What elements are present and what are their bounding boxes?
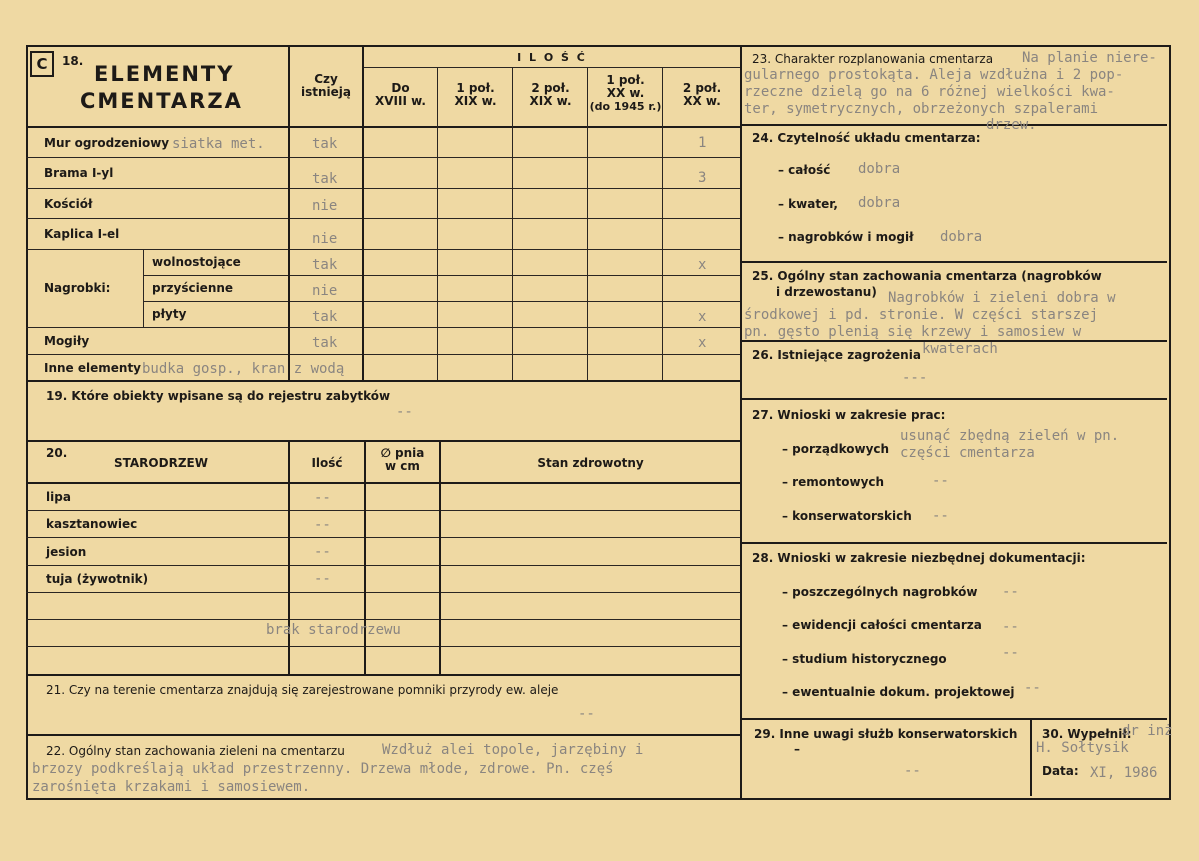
row-exists: nie: [312, 231, 338, 247]
s21-value: --: [578, 706, 595, 722]
s24-value: dobra: [858, 195, 901, 211]
s29-dash: –: [794, 742, 800, 756]
s27-label: 27. Wnioski w zakresie prac:: [752, 408, 946, 422]
s24-value: dobra: [940, 229, 983, 245]
s27-item: – konserwatorskich: [782, 509, 912, 523]
row-exists: tak: [312, 335, 338, 351]
s24-item: – całość: [778, 163, 831, 177]
col-exists-header: Czy istnieją: [301, 72, 351, 99]
s19-label: 19. Które obiekty wpisane są do rejestru zabytków: [46, 389, 391, 403]
nagrobki-row-label: wolnostojące: [152, 255, 241, 269]
s20-col-pien: ∅ pnia w cm: [380, 446, 425, 473]
row-label: Kościół: [44, 197, 93, 211]
tree-name: tuja (żywotnik): [46, 572, 149, 586]
s30-filler: dr inż: [1122, 723, 1173, 739]
s23-line: drzew.: [986, 117, 1037, 133]
inne-value: budka gosp., kran z wodą: [142, 361, 345, 377]
s24-item: – nagrobków i mogił: [778, 230, 914, 244]
tree-qty: --: [314, 571, 331, 587]
row-value: x: [698, 335, 707, 351]
tree-name: lipa: [46, 490, 71, 504]
s27-item: – remontowych: [782, 475, 885, 489]
s28-value: --: [1024, 680, 1041, 696]
row-value: x: [698, 309, 707, 325]
s28-value: --: [1002, 619, 1019, 635]
mogily-label: Mogiły: [44, 334, 90, 348]
s20-title: STARODRZEW: [114, 456, 208, 470]
s20-number: 20.: [46, 446, 68, 460]
s23-line: Na planie niere-: [1022, 50, 1157, 66]
s18-number: 18.: [62, 54, 84, 68]
s27-item: – porządkowych: [782, 442, 890, 456]
s25-line: Nagrobków i zieleni dobra w: [888, 290, 1116, 306]
s24-label: 24. Czytelność układu cmentarza:: [752, 131, 981, 145]
period-header: 1 poł. XIX w.: [454, 81, 497, 108]
s20-col-stan: Stan zdrowotny: [537, 456, 644, 470]
nagrobki-row-label: przyścienne: [152, 281, 234, 295]
row-exists: nie: [312, 198, 338, 214]
row-value: x: [698, 257, 707, 273]
row-value: 3: [698, 170, 707, 186]
s20-note: brak starodrzewu: [266, 622, 401, 638]
s28-item: – poszczególnych nagrobków: [782, 585, 978, 599]
s30-date-label: Data:: [1042, 764, 1079, 778]
row-exists: tak: [312, 171, 338, 187]
s30-filler: H. Sołtysik: [1036, 740, 1129, 756]
s29-label: 29. Inne uwagi służb konserwatorskich: [754, 727, 1018, 741]
row-exists: tak: [312, 136, 338, 152]
s19-value: --: [396, 404, 413, 420]
s25-label: 25. Ogólny stan zachowania cmentarza (nagrobków: [752, 269, 1102, 283]
s22-line: brzozy podkreślają układ przestrzenny. Drzewa młode, zdrowe. Pn. częś: [32, 761, 614, 777]
s26-label: 26. Istniejące zagrożenia: [752, 348, 921, 362]
s18-title-line2: CMENTARZA: [80, 89, 243, 113]
s29-value: --: [904, 763, 921, 779]
s30-label: 30. Wypełnił:: [1042, 727, 1132, 741]
s23-line: gularnego prostokąta. Aleja wzdłużna i 2 pop-: [744, 67, 1124, 83]
row-exists: tak: [312, 309, 338, 325]
s22-line: zarośnięta krzakami i samosiewem.: [32, 779, 311, 795]
period-header: 2 poł. XIX w.: [529, 81, 572, 108]
s25-line: pn. gęsto plenią się krzewy i samosiew w: [744, 324, 1082, 340]
period-header: Do XVIII w.: [375, 81, 426, 108]
s20-col-ilosc: Ilość: [311, 456, 343, 470]
center-divider: [740, 45, 742, 798]
s18-title-line1: ELEMENTY: [94, 62, 235, 86]
row-label: Brama I-yl: [44, 166, 114, 180]
col-ilosc-header: I L O Ś Ć: [517, 51, 587, 64]
s27-value: usunąć zbędną zieleń w pn. części cmentarza: [900, 428, 1120, 461]
s30-date: XI, 1986: [1090, 765, 1158, 781]
s23-line: ter, symetrycznych, obrzeżonych szpalerami: [744, 101, 1099, 117]
s28-item: – studium historycznego: [782, 652, 947, 666]
row-exists: nie: [312, 283, 338, 299]
nagrobki-label: Nagrobki:: [44, 281, 111, 295]
s28-item: – ewidencji całości cmentarza: [782, 618, 982, 632]
tree-name: kasztanowiec: [46, 517, 138, 531]
s28-label: 28. Wnioski w zakresie niezbędnej dokumentacji:: [752, 551, 1086, 565]
s22-line: Wzdłuż alei topole, jarzębiny i: [382, 742, 644, 758]
s28-value: --: [1002, 645, 1019, 661]
row-label: Mur ogrodzeniowy: [44, 136, 170, 150]
row-value: 1: [698, 135, 707, 151]
s24-value: dobra: [858, 161, 901, 177]
s25-label: i drzewostanu): [776, 285, 877, 299]
s26-value: ---: [902, 370, 928, 386]
s25-line: środkowej i pd. stronie. W części starszej: [744, 307, 1099, 323]
s28-value: --: [1002, 584, 1019, 600]
tree-name: jesion: [46, 545, 87, 559]
period-header: 1 poł. XX w. (do 1945 r.): [589, 73, 662, 113]
s28-item: – ewentualnie dokum. projektowej: [782, 685, 1015, 699]
s23-line: rzeczne dzielą go na 6 różnej wielkości kwa-: [744, 84, 1115, 100]
s25-line: kwaterach: [922, 341, 998, 357]
tree-qty: --: [314, 490, 331, 506]
s27-value: --: [932, 473, 949, 489]
s22-label: 22. Ogólny stan zachowania zieleni na cmentarzu: [46, 744, 345, 758]
inne-label: Inne elementy: [44, 361, 142, 375]
s24-item: – kwater,: [778, 197, 838, 211]
section-letter-box: C: [30, 51, 54, 77]
period-header: 2 poł. XX w.: [682, 81, 722, 108]
tree-qty: --: [314, 517, 331, 533]
row-note: siatka met.: [172, 136, 265, 152]
s27-value: --: [932, 508, 949, 524]
row-label: Kaplica I-el: [44, 227, 120, 241]
s21-label: 21. Czy na terenie cmentarza znajdują się zarejestrowane pomniki przyrody ew. aleje: [46, 683, 559, 697]
row-exists: tak: [312, 257, 338, 273]
s23-label: 23. Charakter rozplanowania cmentarza: [752, 52, 994, 66]
nagrobki-row-label: płyty: [152, 307, 187, 321]
tree-qty: --: [314, 544, 331, 560]
